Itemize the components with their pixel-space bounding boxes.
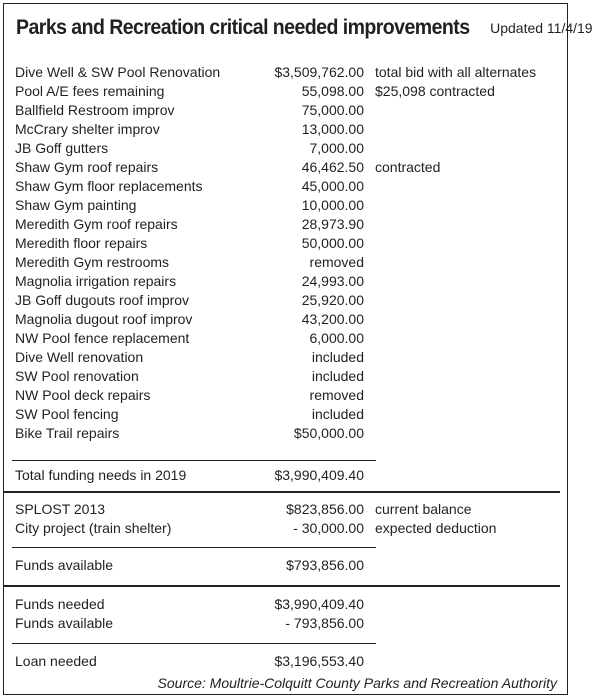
item-amount: removed <box>309 254 364 270</box>
total-row <box>4 466 569 485</box>
list-item <box>4 405 569 424</box>
city-project-row <box>4 519 569 538</box>
item-note: total bid with all alternates <box>375 64 537 80</box>
divider <box>12 643 376 644</box>
item-amount: 45,000.00 <box>301 178 364 194</box>
funds-available-label: Funds available <box>15 557 114 573</box>
item-label: SW Pool renovation <box>15 368 139 384</box>
city-project-label: City project (train shelter) <box>15 520 172 536</box>
item-amount: 7,000.00 <box>309 140 364 156</box>
list-item <box>4 158 569 177</box>
item-label: Dive Well renovation <box>15 349 144 365</box>
list-item <box>4 329 569 348</box>
item-amount: 55,098.00 <box>301 83 364 99</box>
item-label: Meredith Gym roof repairs <box>15 216 178 232</box>
funds-needed-row <box>4 595 569 614</box>
list-item <box>4 310 569 329</box>
list-item <box>4 348 569 367</box>
list-item <box>4 196 569 215</box>
item-label: Shaw Gym painting <box>15 197 137 213</box>
list-item <box>4 291 569 310</box>
item-amount: 75,000.00 <box>301 102 364 118</box>
funds-available-deduction-row <box>4 614 569 633</box>
list-item <box>4 215 569 234</box>
list-item <box>4 177 569 196</box>
item-amount: 10,000.00 <box>301 197 364 213</box>
item-label: SW Pool fencing <box>15 406 119 422</box>
item-label: NW Pool fence replacement <box>15 330 190 346</box>
item-amount: 25,920.00 <box>301 292 364 308</box>
item-label: Meredith floor repairs <box>15 235 148 251</box>
item-label: Magnolia irrigation repairs <box>15 273 177 289</box>
item-note: contracted <box>375 159 441 175</box>
list-item <box>4 234 569 253</box>
item-amount: $50,000.00 <box>293 425 364 441</box>
item-amount: 46,462.50 <box>301 159 364 175</box>
item-amount: included <box>311 368 364 384</box>
list-item <box>4 253 569 272</box>
loan-amount: $3,196,553.40 <box>274 653 364 669</box>
loan-label: Loan needed <box>15 653 97 669</box>
item-label: NW Pool deck repairs <box>15 387 151 403</box>
list-item <box>4 82 569 101</box>
item-amount: $3,509,762.00 <box>274 64 364 80</box>
item-label: Magnolia dugout roof improv <box>15 311 193 327</box>
list-item <box>4 139 569 158</box>
total-label: Total funding needs in 2019 <box>15 467 187 483</box>
funds-available-amount: $793,856.00 <box>286 557 364 573</box>
list-item <box>4 272 569 291</box>
table-frame <box>3 3 593 695</box>
funds-available-deduction-amount: - 793,856.00 <box>285 615 364 631</box>
list-item <box>4 367 569 386</box>
updated-date: Updated 11/4/19 <box>490 20 593 36</box>
divider <box>12 547 376 548</box>
splost-row <box>4 500 569 519</box>
item-label: McCrary shelter improv <box>15 121 160 137</box>
list-item <box>4 386 569 405</box>
city-project-amount: - 30,000.00 <box>293 520 364 536</box>
item-label: JB Goff dugouts roof improv <box>15 292 190 308</box>
item-amount: 13,000.00 <box>301 121 364 137</box>
splost-note: current balance <box>375 501 472 517</box>
item-amount: 6,000.00 <box>309 330 364 346</box>
loan-row <box>4 652 569 671</box>
page-title <box>16 16 593 40</box>
item-label: Bike Trail repairs <box>15 425 120 441</box>
section-divider <box>4 491 560 493</box>
funds-needed-label: Funds needed <box>15 596 105 612</box>
item-amount: removed <box>309 387 364 403</box>
item-label: Meredith Gym restrooms <box>15 254 170 270</box>
list-item <box>4 424 569 443</box>
item-label: Shaw Gym roof repairs <box>15 159 159 175</box>
divider <box>12 460 376 461</box>
funds-available-deduction-label: Funds available <box>15 615 114 631</box>
funds-available-row <box>4 556 569 575</box>
funds-needed-amount: $3,990,409.40 <box>274 596 364 612</box>
item-note: $25,098 contracted <box>375 83 495 99</box>
item-label: JB Goff gutters <box>15 140 109 156</box>
title-main: Parks and Recreation critical needed improvements <box>16 16 470 39</box>
list-item <box>4 120 569 139</box>
item-label: Shaw Gym floor replacements <box>15 178 203 194</box>
list-item <box>4 101 569 120</box>
item-amount: 50,000.00 <box>301 235 364 251</box>
total-amount: $3,990,409.40 <box>274 467 364 483</box>
item-label: Pool A/E fees remaining <box>15 83 165 99</box>
city-project-note: expected deduction <box>375 520 497 536</box>
section-divider <box>4 585 560 587</box>
item-amount: included <box>311 406 364 422</box>
splost-amount: $823,856.00 <box>286 501 364 517</box>
item-amount: 24,993.00 <box>301 273 364 289</box>
item-amount: 28,973.90 <box>301 216 364 232</box>
splost-label: SPLOST 2013 <box>15 501 106 517</box>
source-credit: Source: Moultrie-Colquitt County Parks and Recreation Authority <box>157 675 557 691</box>
list-item <box>4 63 569 82</box>
item-amount: included <box>311 349 364 365</box>
item-label: Dive Well & SW Pool Renovation <box>15 64 221 80</box>
item-label: Ballfield Restroom improv <box>15 102 175 118</box>
item-amount: 43,200.00 <box>301 311 364 327</box>
